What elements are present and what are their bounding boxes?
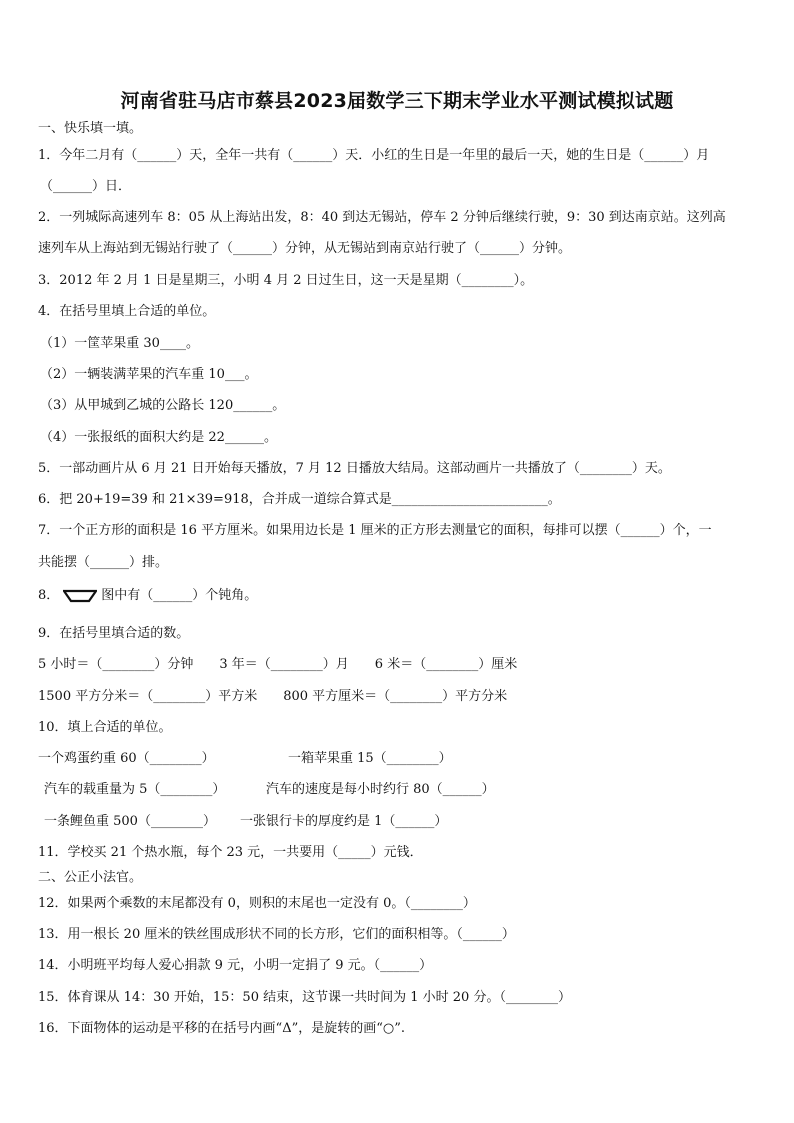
- question-4-item-1: （1）一筐苹果重 30____。: [40, 336, 199, 351]
- question-10: 10．填上合适的单位。: [38, 720, 172, 735]
- question-7-line-1: 7．一个正方形的面积是 16 平方厘米。如果用边长是 1 厘米的正方形去测量它的面积，每排可以摆（______）个，一: [38, 523, 712, 538]
- section-heading-1: 一、快乐填一填。: [38, 121, 143, 136]
- question-3: 3．2012 年 2 月 1 日是星期三，小明 4 月 2 日过生日，这一天是星期（________）。: [38, 273, 534, 288]
- question-10-item-2: 一箱苹果重 15（________）: [288, 751, 452, 766]
- question-14: 14．小明班平均每人爱心捐款 9 元，小明一定捐了 9 元。（______）: [38, 958, 433, 973]
- question-15: 15．体育课从 14：30 开始，15：50 结束，这节课一共时间为 1 小时 20 分。（________）: [38, 990, 571, 1005]
- page-title: 河南省驻马店市蔡县2023届数学三下期末学业水平测试模拟试题: [120, 90, 674, 112]
- question-5: 5．一部动画片从 6 月 21 日开始每天播放，7 月 12 日播放大结局。这部动画片一共播放了（________）天。: [38, 461, 671, 476]
- question-13: 13．用一根长 20 厘米的铁丝围成形状不同的长方形，它们的面积相等。（______）: [38, 927, 515, 942]
- question-4-item-2: （2）一辆装满苹果的汽车重 10___。: [40, 367, 258, 382]
- question-7-line-2: 共能摆（______）排。: [38, 555, 169, 570]
- question-10-item-5: 一条鲤鱼重 500（________）: [44, 814, 216, 829]
- question-8: [38, 588, 257, 604]
- question-4-item-4: （4）一张报纸的面积大约是 22______。: [40, 430, 277, 445]
- question-1-line-2: （______）日．: [40, 179, 132, 194]
- question-10-item-6: 一张银行卡的厚度约是 1（______）: [240, 814, 448, 829]
- question-1-line-1: 1．今年二月有（______）天，全年一共有（______）天．小红的生日是一年里的最后一天，她的生日是（______）月: [38, 148, 710, 163]
- question-10-item-3: 汽车的载重量为 5（________）: [44, 782, 226, 797]
- question-9: 9．在括号里填合适的数。: [38, 626, 190, 641]
- question-10-item-1: 一个鸡蛋约重 60（________）: [38, 751, 215, 766]
- question-8-text: 图中有（______）个钝角。: [101, 588, 258, 603]
- question-4: 4．在括号里填上合适的单位。: [38, 304, 216, 319]
- question-9-row-2: 1500 平方分米＝（________）平方米 800 平方厘米＝（________）平方分米: [38, 689, 508, 704]
- question-6: 6．把 20+19=39 和 21×39=918，合并成一道综合算式是________________________。: [38, 492, 561, 507]
- question-10-item-4: 汽车的速度是每小时约行 80（______）: [266, 782, 495, 797]
- question-16: 16．下面物体的运动是平移的在括号内画“Δ”，是旋转的画“○”.: [38, 1021, 405, 1036]
- question-4-item-3: （3）从甲城到乙城的公路长 120______。: [40, 398, 286, 413]
- trapezoid-icon: [63, 589, 97, 603]
- section-heading-2: 二、公正小法官。: [38, 870, 143, 885]
- question-2-line-1: 2．一列城际高速列车 8：05 从上海站出发，8：40 到达无锡站，停车 2 分钟后继续行驶，9：30 到达南京站。这列高: [38, 210, 726, 225]
- question-9-row-1: 5 小时＝（________）分钟 3 年＝（________）月 6 米＝（________）厘米: [38, 657, 518, 672]
- question-8-number: 8．: [38, 588, 60, 603]
- question-12: 12．如果两个乘数的末尾都没有 0，则积的末尾也一定没有 0。（________）: [38, 896, 476, 911]
- question-11: 11．学校买 21 个热水瓶，每个 23 元，一共要用（_____）元钱．: [38, 845, 423, 860]
- question-2-line-2: 速列车从上海站到无锡站行驶了（______）分钟，从无锡站到南京站行驶了（______）分钟。: [38, 241, 572, 256]
